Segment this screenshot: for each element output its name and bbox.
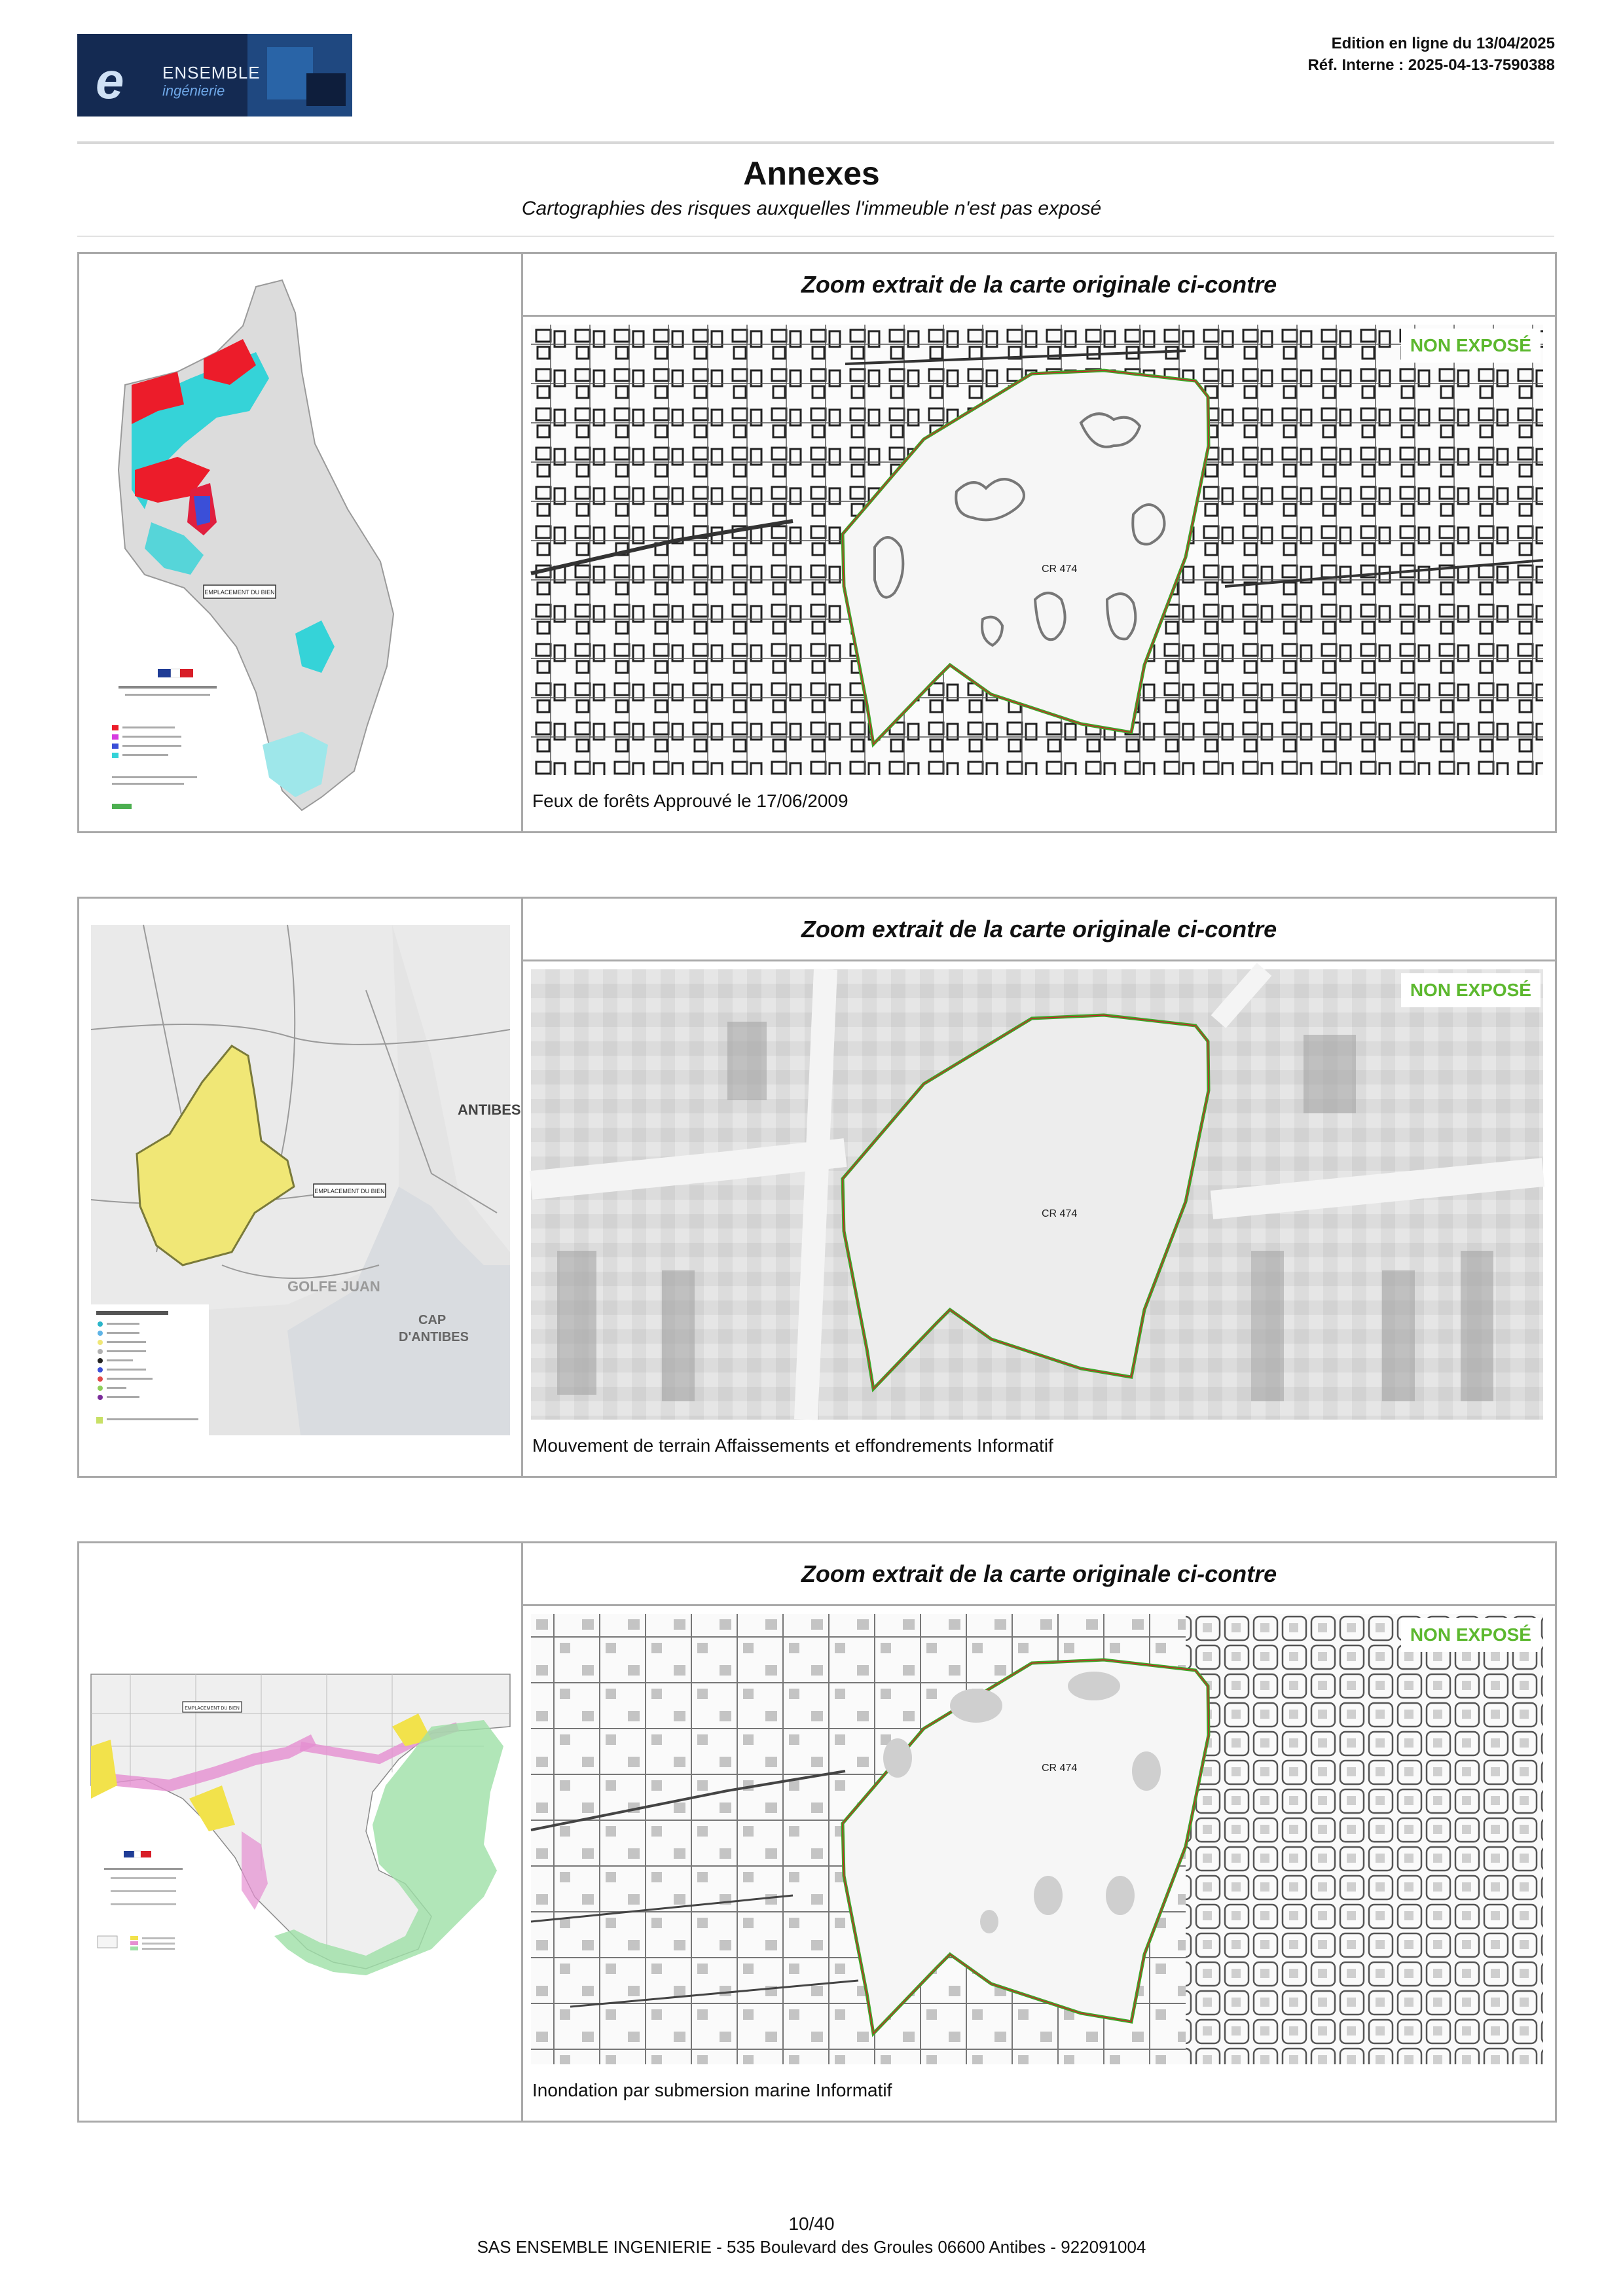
risk-caption: Mouvement de terrain Affaissements et effondrements Informatif bbox=[532, 1435, 1053, 1456]
logo-sub-text: ingénierie bbox=[162, 82, 225, 99]
svg-text:GOLFE JUAN: GOLFE JUAN bbox=[287, 1278, 380, 1295]
risk-caption: Inondation par submersion marine Informatif bbox=[532, 2080, 892, 2100]
overview-cell bbox=[79, 254, 523, 831]
edition-block bbox=[1307, 33, 1555, 76]
overview-location-label: EMPLACEMENT DU BIEN bbox=[185, 1706, 240, 1711]
exposure-status-badge: NON EXPOSÉ bbox=[1401, 1618, 1541, 1652]
svg-text:CAP: CAP bbox=[418, 1313, 447, 1327]
page-title: Annexes bbox=[743, 155, 880, 192]
svg-text:D'ANTIBES: D'ANTIBES bbox=[399, 1330, 469, 1344]
parcel-label: CR 474 bbox=[1042, 1208, 1078, 1219]
overview-cell bbox=[79, 899, 523, 1476]
overview-map-ground-movement[interactable] bbox=[91, 925, 521, 1435]
header-divider bbox=[77, 141, 1554, 144]
title-divider bbox=[77, 236, 1554, 237]
logo-mark-icon: e bbox=[96, 52, 120, 109]
zoom-map-marine-flooding[interactable] bbox=[531, 1614, 1543, 2064]
footer-company-info: SAS ENSEMBLE INGENIERIE - 535 Boulevard des Groules 06600 Antibes - 922091004 bbox=[477, 2237, 1146, 2257]
exposure-status-badge: NON EXPOSÉ bbox=[1401, 973, 1541, 1007]
risk-panel-ground-movement bbox=[77, 897, 1557, 1478]
zoom-header: Zoom extrait de la carte originale ci-contre bbox=[523, 899, 1555, 961]
page-subtitle: Cartographies des risques auxquelles l'immeuble n'est pas exposé bbox=[521, 198, 1102, 219]
company-logo bbox=[77, 34, 352, 117]
svg-text:ANTIBES: ANTIBES bbox=[458, 1102, 521, 1118]
internal-reference: Réf. Interne : 2025-04-13-7590388 bbox=[1307, 56, 1555, 74]
overview-map-marine-flooding[interactable] bbox=[91, 1674, 510, 1982]
parcel-label: CR 474 bbox=[1042, 564, 1078, 575]
logo-brand-text: ENSEMBLE bbox=[162, 63, 261, 82]
zoom-header: Zoom extrait de la carte originale ci-contre bbox=[523, 254, 1555, 317]
overview-location-label: EMPLACEMENT DU BIEN bbox=[204, 589, 275, 596]
zoom-map-ground-movement[interactable] bbox=[531, 969, 1543, 1420]
risk-panel-marine-flooding bbox=[77, 1541, 1557, 2123]
overview-location-label: EMPLACEMENT DU BIEN bbox=[314, 1188, 385, 1194]
overview-map-forest-fire[interactable] bbox=[105, 274, 498, 817]
zoom-map-forest-fire[interactable] bbox=[531, 325, 1543, 775]
edition-date: Edition en ligne du 13/04/2025 bbox=[1331, 35, 1555, 52]
overview-cell bbox=[79, 1543, 523, 2121]
page-number: 10/40 bbox=[788, 2214, 835, 2234]
risk-panel-forest-fire bbox=[77, 252, 1557, 833]
zoom-header: Zoom extrait de la carte originale ci-contre bbox=[523, 1543, 1555, 1606]
exposure-status-badge: NON EXPOSÉ bbox=[1401, 329, 1541, 363]
parcel-label: CR 474 bbox=[1042, 1763, 1078, 1774]
risk-caption: Feux de forêts Approuvé le 17/06/2009 bbox=[532, 791, 848, 811]
